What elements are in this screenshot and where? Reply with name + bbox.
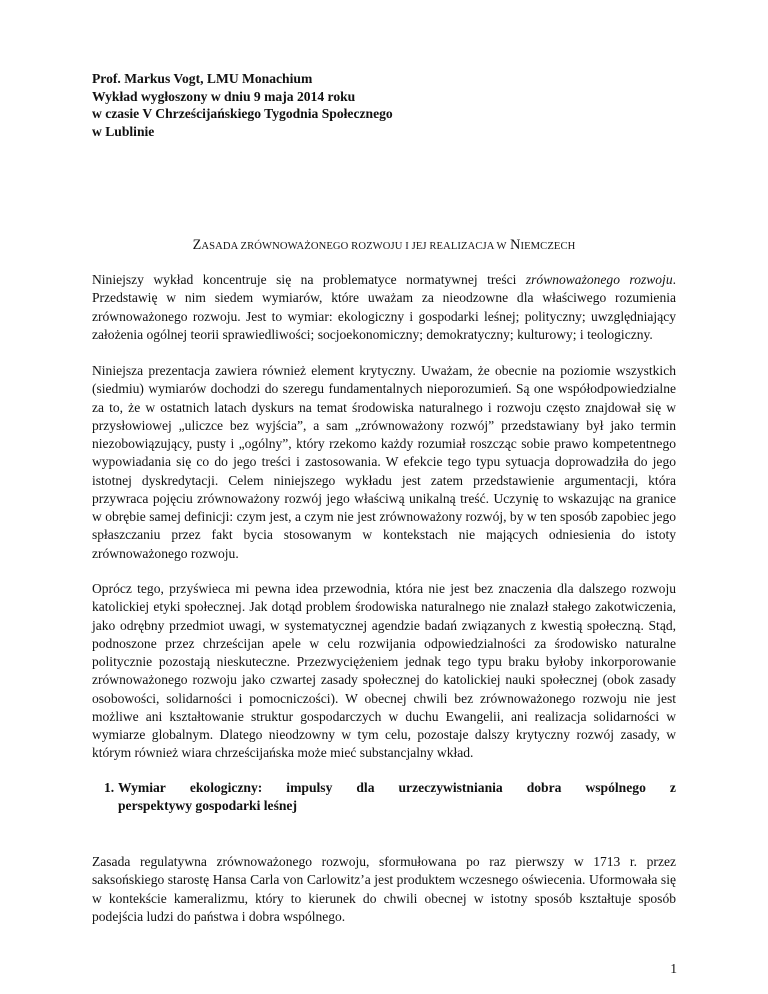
lecture-date-line: Wykład wygłoszony w dniu 9 maja 2014 roku bbox=[92, 88, 356, 104]
paragraph-intro: Niniejszy wykład koncentruje się na problematyce normatywnej treści zrównoważonego rozwoju. Przedstawię w nim siedem wymiarów, które uważam za nieodzowne dla właściwego rozumienia zrównoważonego rozwoju. Jest to wymiar: ekologiczny i gospodarki leśnej; polityczny; uwzględniający założenia ogólnej teorii sprawiedliwości; socjoekonomiczny; demokratyczny; kulturowy; i teologiczny. bbox=[92, 272, 676, 342]
section-number: 1. bbox=[104, 780, 115, 795]
section-heading-line-1: Wymiar ekologiczny: impulsy dla urzeczywistniania dobra wspólnego z bbox=[118, 780, 676, 795]
section-heading-1 bbox=[104, 779, 676, 816]
document-title: ZASADA ZRÓWNOWAŻONEGO ROZWOJU I JEJ REALIZACJA W NIEMCZECH bbox=[192, 237, 576, 253]
event-line: w czasie V Chrześcijańskiego Tygodnia Społecznego bbox=[92, 106, 393, 121]
paragraph-guiding-idea: Oprócz tego, przyświeca mi pewna idea przewodnia, która nie jest bez znaczenia dla dalszego rozwoju katolickiej etyki społecznej. Jak dotąd problem środowiska naturalnego nie znalazł stałego zakotwiczenia, jako odrębny przedmiot uwagi, w systematycznej agendzie badań związanych z kwestią społeczną. Stąd, podnoszone przez chrześcijan apele w celu rozwijania odpowiedzialności za środowisko naturalne politycznie pozostają nieskuteczne. Przezwyciężeniem jednak tego typu braku byłoby inkorporowanie zrównoważonego rozwoju jako czwartej zasady społecznej do katolickiej nauki społecznej (obok zasady osobowości, solidarności i pomocniczości). W obecnej chwili bez zrównoważonego rozwoju nie jest możliwe ani kształtowanie struktur gospodarczych w duchu Ewangelii, ani realizacja solidarności w wymiarze globalnym. Dlatego nieodzowny w tym celu, pozostaje dalszy krytyczny rozwój zasady, w którym również wiara chrześcijańska może mieć substancjalny wkład. bbox=[92, 581, 676, 761]
section-heading-line-2: perspektywy gospodarki leśnej bbox=[118, 798, 297, 814]
paragraph-section-1: Zasada regulatywna zrównoważonego rozwoju, sformułowana po raz pierwszy w 1713 r. przez saksońskiego starostę Hansa Carla von Carlowitz’a jest produktem wczesnego oświecenia. Uformowała się w kontekście kameralizmu, który to kierunek do chwili obecnej w istotny sposób kształtuje sposób podejścia ludzi do państwa i dobra wspólnego. bbox=[92, 854, 676, 924]
author-header bbox=[92, 70, 652, 140]
author-line: Prof. Markus Vogt, LMU Monachium bbox=[92, 71, 313, 86]
emphasized-term: zrównoważonego rozwoju bbox=[525, 272, 673, 287]
page-number: 1 bbox=[670, 961, 677, 976]
location-line: w Lublinie bbox=[92, 123, 155, 139]
paragraph-critical: Niniejsza prezentacja zawiera również element krytyczny. Uważam, że obecnie na poziomie wszystkich (siedmiu) wymiarów dochodzi do szeregu fundamentalnych nieporozumień. Są one współodpowiedzialne za to, że w ostatnich latach dyskurs na temat środowiska naturalnego i rozwoju często znajdował się w przysłowiowej „uliczce bez wyjścia”, a sam „zrównoważony rozwój” przedstawiany był jako termin niezobowiązujący, pusty i „ogólny”, który rzekomo każdy rozumiał roszcząc sobie prawo kompetentnego wypowiadania się co do jego treści i zastosowania. W efekcie tego typu sytuacja doprowadziła do jego istotnej dyskredytacji. Celem niniejszego wykładu jest zatem przedstawienie argumentacji, która przywraca pojęciu zrównoważony rozwój jego właściwą unikalną treść. Uczynię to wskazując na granice w obrębie samej definicji: czym jest, a czym nie jest zrównoważony rozwój, by w ten sposób zapobiec jego spłaszczaniu przez fakt bycia stosowanym w kontekstach nie mających odniesienia do istoty zrównoważonego rozwoju. bbox=[92, 363, 676, 561]
